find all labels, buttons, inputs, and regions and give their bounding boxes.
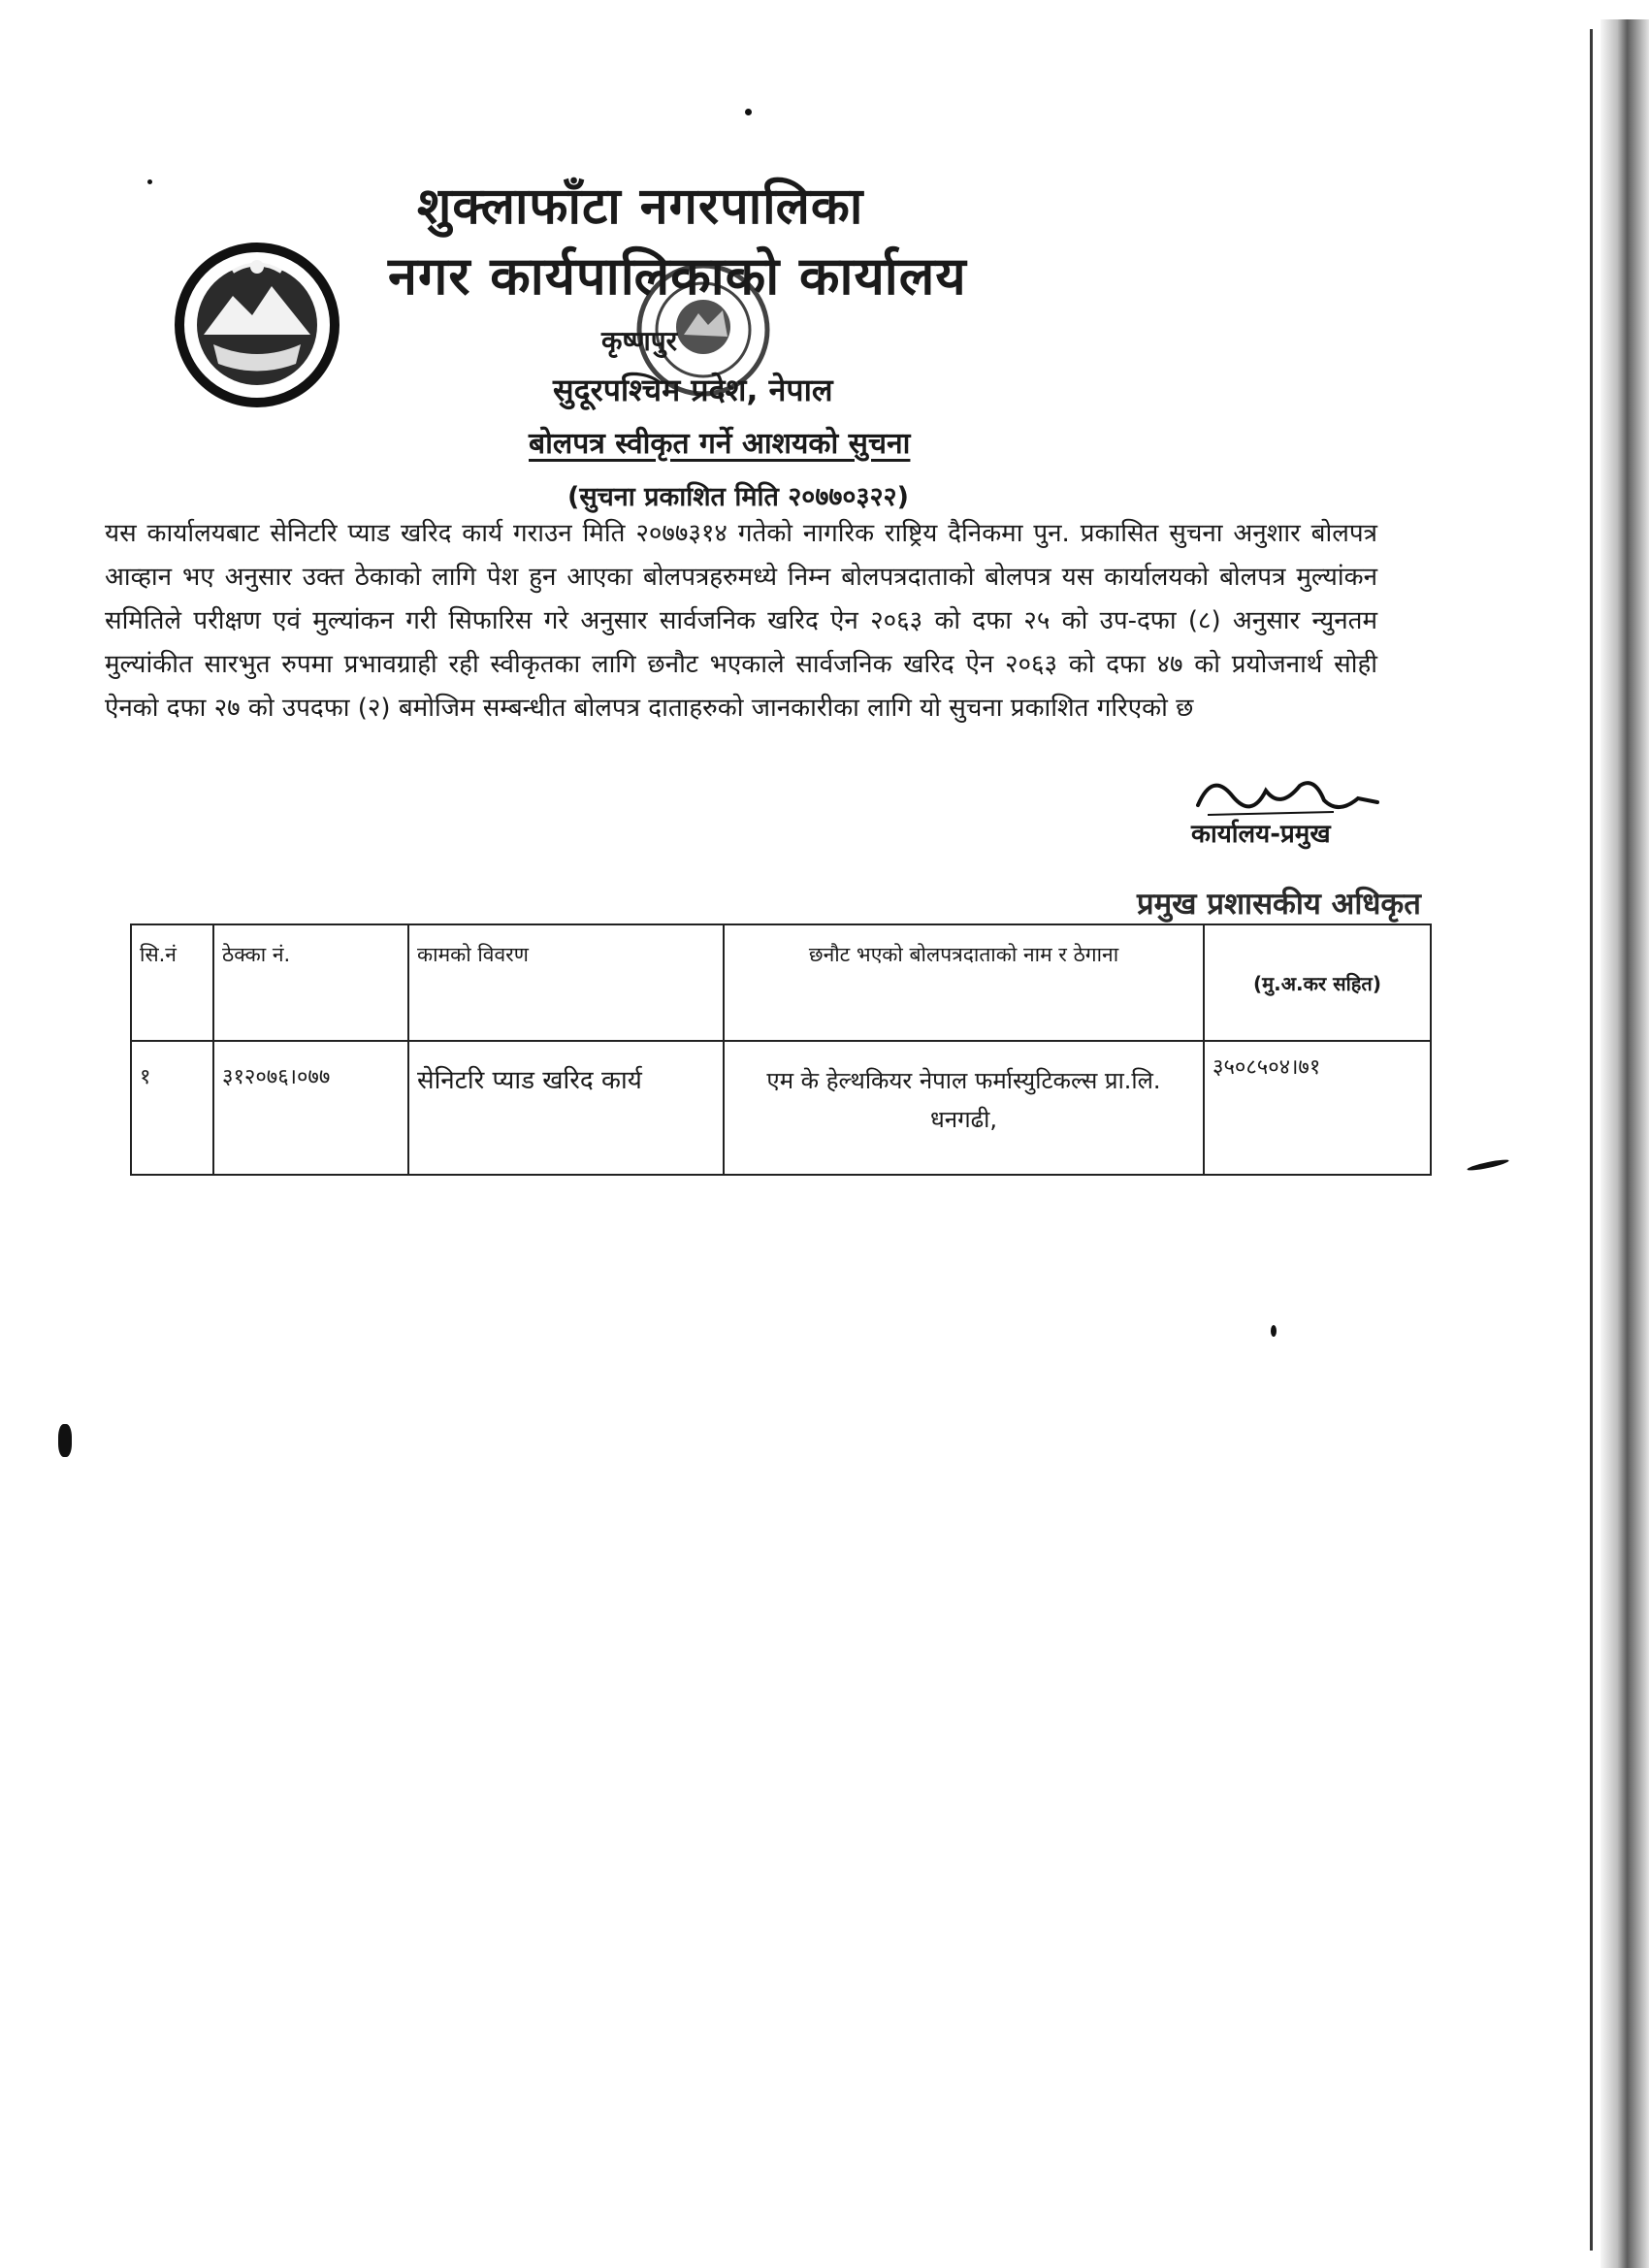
header-contract-no: ठेक्का नं.	[213, 924, 408, 1041]
municipality-name: शुक्लाफाँटा नगरपालिका	[417, 178, 864, 236]
header-work-description: कामको विवरण	[408, 924, 724, 1041]
officer-stamp-text: प्रमुख प्रशासकीय अधिकृत	[1137, 887, 1421, 922]
address-line-1: कृष्णपुर	[601, 325, 678, 357]
header-amount	[1204, 924, 1431, 1041]
nepal-emblem-icon	[175, 243, 340, 407]
header-sn: सि.नं	[131, 924, 213, 1041]
address-line-2: सुदूरपश्चिम प्रदेश, नेपाल	[553, 372, 833, 408]
scan-speck	[1271, 1325, 1277, 1337]
publication-date: (सुचना प्रकाशित मिति २०७७०३२२)	[567, 482, 909, 512]
cell-bidder: एम के हेल्थकियर नेपाल फर्मास्युटिकल्स प्रा.लि. धनगढी,	[724, 1041, 1204, 1175]
scan-speck	[1467, 1157, 1509, 1172]
notice-title: बोलपत्र स्वीकृत गर्ने आशयको सुचना	[529, 427, 911, 461]
table-header-row	[131, 924, 1431, 1041]
cell-work-description: सेनिटरि प्याड खरिद कार्य	[408, 1041, 724, 1175]
office-name: नगर कार्यपालिकाको कार्यालय	[388, 245, 967, 307]
signer-title: कार्यालय-प्रमुख	[1191, 820, 1331, 849]
scan-speck	[745, 109, 752, 115]
header-bidder: छनौट भएको बोलपत्रदाताको नाम र ठेगाना	[724, 924, 1204, 1041]
scan-edge-line	[1590, 29, 1593, 2251]
scan-speck	[58, 1424, 72, 1457]
selected-bidder-table	[130, 923, 1432, 1176]
cell-sn: १	[131, 1041, 213, 1175]
amount-vat-note: (मु.अ.कर सहित)	[1253, 972, 1381, 995]
cell-contract-no: ३१२०७६।०७७	[213, 1041, 408, 1175]
notice-body: यस कार्यालयबाट सेनिटरि प्याड खरिद कार्य गराउन मिति २०७७३१४ गतेको नागरिक राष्ट्रिय दैनिकमा पुन. प्रकासित सुचना अनुशार बोलपत्र आव्हान भए अनुसार उक्त ठेकाको लागि पेश हुन आएका बोलपत्रहरुमध्ये निम्न बोलपत्रदाताको बोलपत्र यस कार्यालयको बोलपत्र मुल्यांकन समितिले परीक्षण एवं मुल्यांकन गरी सिफारिस गरे अनुसार सार्वजनिक खरिद ऐन २०६३ को दफा २५ को उप-दफा (८) अनुसार न्युनतम मुल्यांकीत सारभुत रुपमा प्रभावग्राही रही स्वीकृतका लागि छनौट भएकाले सार्वजनिक खरिद ऐन २०६३ को दफा ४७ को प्रयोजनार्थ सोही ऐनको दफा २७ को उपदफा (२) बमोजिम सम्बन्धीत बोलपत्र दाताहरुको जानकारीका लागि यो सुचना प्रकाशित गरिएको छ	[105, 519, 1377, 723]
scan-speck	[147, 179, 152, 184]
cell-amount: ३५०८५०४।७१	[1204, 1041, 1431, 1175]
table-row	[131, 1041, 1431, 1175]
scan-edge-shadow	[1600, 19, 1649, 2268]
